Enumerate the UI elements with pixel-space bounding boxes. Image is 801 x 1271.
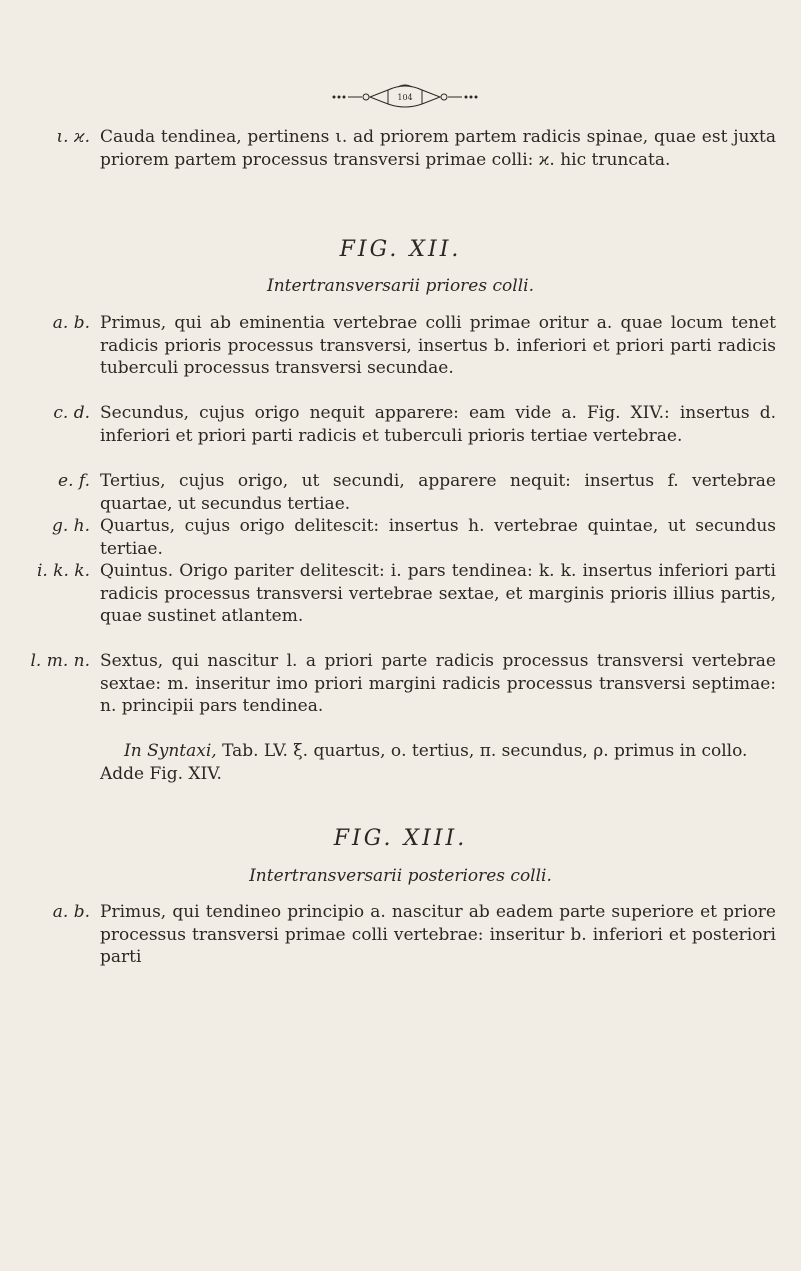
entry-text: Cauda tendinea, pertinens ι. ad priorem partem radicis spinae, quae est juxta priorem partem processus transversi primae colli: ϰ. hic truncata. (100, 127, 776, 170)
figure-12-title: FIG. XII. (339, 237, 462, 262)
entry-label: c. d. (53, 403, 90, 423)
entry-text: Quintus. Origo pariter delitescit: i. pars tendinea: k. k. insertus inferiori parti radicis processus transversi vertebrae sextae, et marginis prioris illius partis, quae sustinet atlantem. (100, 561, 776, 626)
ornament-left-icon (333, 90, 388, 104)
entry-fig12-1 (26, 312, 776, 380)
entry-label: e. f. (58, 471, 90, 491)
entry-label: a. b. (52, 313, 90, 333)
syntax-label: In Syntaxi, (124, 741, 217, 761)
entry-fig12-4 (26, 515, 776, 560)
syntax-note (100, 740, 776, 785)
figure-13-title: FIG. XIII. (333, 826, 468, 851)
header-ornament (330, 82, 480, 108)
page-number: 104 (397, 93, 413, 102)
entry-text: Quartus, cujus origo delitescit: insertus h. vertebrae quintae, ut secundus tertiae. (100, 516, 776, 559)
entry-label: l. m. n. (30, 651, 90, 671)
entry-fig12-2 (26, 402, 776, 447)
entry-text: Primus, qui tendineo principio a. nascitur ab eadem parte superiore et priore processus transversi primae colli vertebrae: inseritur b. inferiori et posteriori parti (100, 902, 776, 967)
entry-text: Tertius, cujus origo, ut secundi, apparere nequit: insertus f. vertebrae quartae, ut secundus tertiae. (100, 471, 776, 514)
entry-label: g. h. (51, 516, 90, 536)
entry-fig12-3 (26, 470, 776, 515)
figure-12-subtitle: Intertransversarii priores colli. (267, 276, 534, 296)
entry-label: i. k. k. (36, 561, 90, 581)
entry-fig12-6 (26, 650, 776, 718)
entry-cauda (26, 126, 776, 171)
figure-13-subtitle: Intertransversarii posteriores colli. (249, 866, 552, 886)
ornament-right-icon (422, 90, 477, 104)
entry-label: a. b. (52, 902, 90, 922)
entry-text: Secundus, cujus origo nequit apparere: eam vide a. Fig. XIV.: insertus d. inferiori et priori parti radicis et tuberculi prioris tertiae vertebrae. (100, 403, 776, 446)
entry-text: Primus, qui ab eminentia vertebrae colli primae oritur a. quae locum tenet radicis prioris processus transversi, insertus b. inferiori et priori parti radicis tuberculi processus transversi secundae. (100, 313, 776, 378)
syntax-text: Tab. LV. ξ. quartus, ο. tertius, π. secundus, ρ. primus in collo. Adde Fig. XIV. (100, 741, 748, 784)
entry-fig13-1 (26, 901, 776, 969)
entry-text: Sextus, qui nascitur l. a priori parte radicis processus transversi vertebrae sextae: m. inseritur imo priori margini radicis processus transversi septimae: n. principii pars tendinea. (100, 651, 776, 716)
entry-label: ι. ϰ. (56, 127, 90, 147)
entry-fig12-5 (26, 560, 776, 628)
